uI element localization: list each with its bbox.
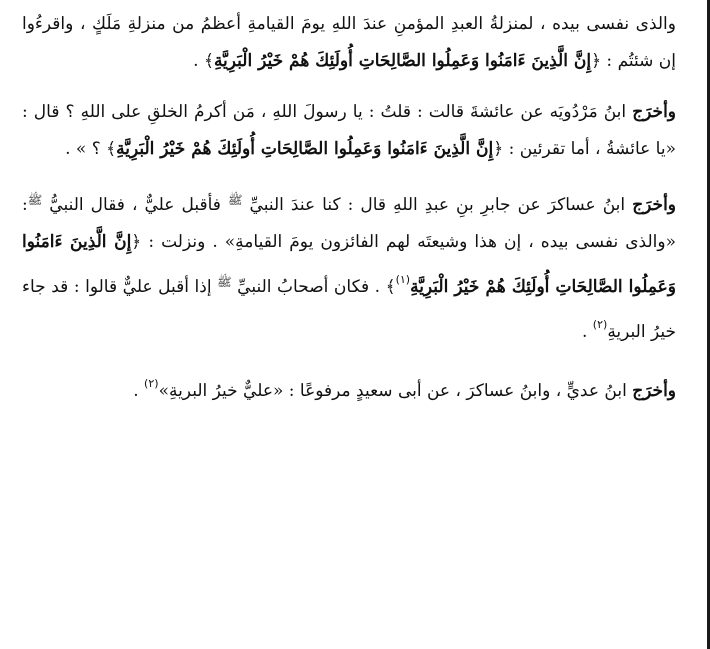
quran-verse: إِنَّ الَّذِينَ ءَامَنُوا وَعَمِلُوا الصَّالِحَاتِ أُولَئِكَ هُمْ خَيْرُ الْبَرِيَّةِ xyxy=(213,51,592,71)
salutation-glyph: ﷺ xyxy=(27,193,43,207)
paragraph-3-text-e: إذا أقبل عليٌّ قالوا : قد جاء خيرُ البريةِ xyxy=(22,277,676,342)
paragraph-3-lead: وأخرَج xyxy=(632,195,676,215)
paragraph-1-end: . xyxy=(193,51,204,71)
salutation-glyph: ﷺ xyxy=(217,275,232,289)
salutation-glyph: ﷺ xyxy=(227,193,243,207)
paragraph-1-text: والذى نفسى بيده ، لمنزلةُ العبدِ المؤمنِ عندَ اللهِ يومَ القيامةِ أعظمُ من منزلةِ مَلَكٍ ، واقرءُوا إن شئتُم : xyxy=(22,14,676,71)
quran-verse: إِنَّ الَّذِينَ ءَامَنُوا وَعَمِلُوا الصَّالِحَاتِ أُولَئِكَ هُمْ خَيْرُ الْبَرِيَّةِ xyxy=(22,232,676,297)
footnote-marker: (٢) xyxy=(144,377,159,390)
quran-close-bracket: ﴾ xyxy=(106,139,117,159)
quran-close-bracket: ﴾ xyxy=(203,51,214,71)
paragraph-gap xyxy=(22,80,676,94)
footnote-marker-1: (١) xyxy=(395,273,411,286)
paragraph-2-end: ؟ » . xyxy=(65,139,107,159)
paragraph-gap xyxy=(22,351,676,365)
paragraph-3-text-d: . فكان أصحابُ النبيِّ xyxy=(231,277,386,297)
paragraph-4-text: ابنُ عديٍّ ، وابنُ عساكرَ ، عن أبى سعيدٍ مرفوعًا : «عليٌّ خيرُ البريةِ» xyxy=(158,381,633,401)
paragraph-3-text-a: ابنُ عساكرَ عن جابرِ بنِ عبدِ اللهِ قال : كنا عندَ النبيِّ xyxy=(242,195,633,215)
paragraph-2 xyxy=(22,94,676,168)
quran-verse: إِنَّ الَّذِينَ ءَامَنُوا وَعَمِلُوا الصَّالِحَاتِ أُولَئِكَ هُمْ خَيْرُ الْبَرِيَّةِ xyxy=(116,139,494,159)
quran-open-bracket: ﴿ xyxy=(591,51,602,71)
paragraph-2-text: ابنُ مَرْدُويَه عن عائشةَ قالت : قلتُ : يا رسولَ اللهِ ، مَن أكرمُ الخلقِ على اللهِ ؟ قال : «يا عائشةُ ، أما تقرئين : xyxy=(22,102,676,159)
paragraph-4-end: . xyxy=(133,381,145,401)
quran-close-bracket: ﴾ xyxy=(385,277,396,297)
paragraph-3-text-b: فأقبل عليٌّ ، فقال النبيُّ xyxy=(42,195,228,215)
quran-open-bracket: ﴿ xyxy=(131,232,142,252)
paragraph-3-text-c: : «والذى نفسى بيده ، إن هذا وشيعتَه لهم الفائزون يومَ القيامةِ» . ونزلت : xyxy=(22,195,676,252)
footnote-marker-2: (٢) xyxy=(592,318,608,331)
paragraph-3 xyxy=(22,182,676,351)
paragraph-3-end: . xyxy=(581,322,593,342)
paragraph-2-lead: وأخرَج xyxy=(632,102,676,122)
paragraph-4-lead: وأخرَج xyxy=(632,381,676,401)
paragraph-1 xyxy=(22,6,676,80)
paragraph-4 xyxy=(22,365,676,410)
quran-open-bracket: ﴿ xyxy=(493,139,504,159)
paragraph-gap xyxy=(22,168,676,182)
